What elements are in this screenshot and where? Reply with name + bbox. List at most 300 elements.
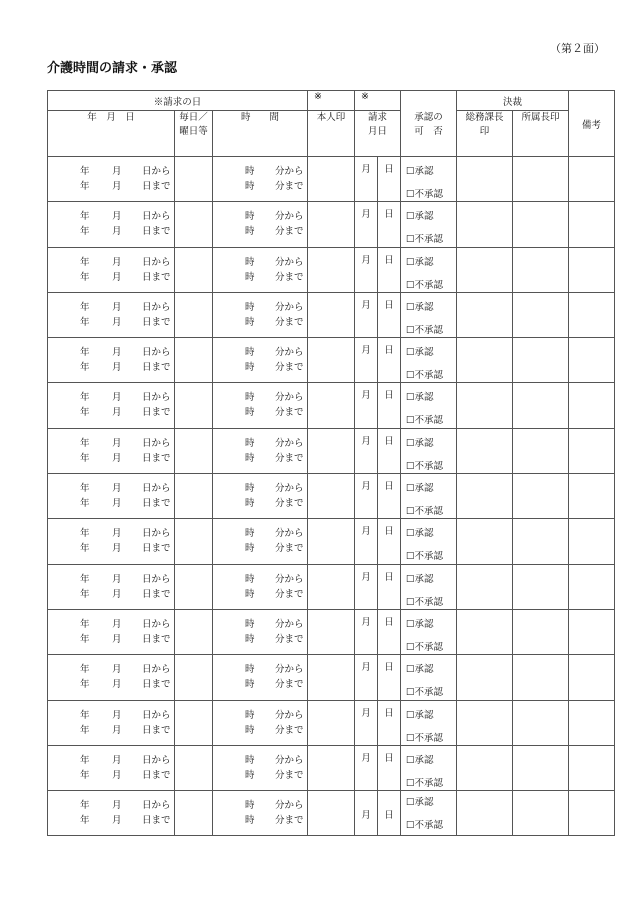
req-month-label: 月 <box>361 526 371 538</box>
approve-checkbox[interactable]: ☐承認 <box>406 392 434 404</box>
seal-cell[interactable] <box>308 338 355 383</box>
year-label: 年 <box>80 166 90 177</box>
month-label: 月 <box>112 679 122 691</box>
dept-chief-seal-cell[interactable] <box>513 791 569 836</box>
request-day-cell[interactable] <box>378 474 401 519</box>
remarks-cell[interactable] <box>569 338 615 383</box>
request-day-cell[interactable] <box>378 383 401 428</box>
req-month-label: 月 <box>361 481 371 493</box>
chief-seal-cell[interactable] <box>457 338 513 383</box>
disapprove-checkbox[interactable]: ☐不承認 <box>406 777 444 789</box>
seal-col-header: 本人印 <box>308 111 355 157</box>
date-range-cell[interactable] <box>48 428 175 473</box>
day-until-label: 日まで <box>142 679 171 691</box>
approve-checkbox[interactable]: ☐承認 <box>406 483 434 495</box>
time-range-cell[interactable] <box>213 474 308 519</box>
min-from-label: 分から <box>275 256 304 268</box>
chief-seal-cell[interactable] <box>457 474 513 519</box>
year-label: 年 <box>80 347 90 359</box>
req-month-label: 月 <box>361 390 371 402</box>
request-month-cell[interactable] <box>355 338 378 383</box>
month-label: 月 <box>112 407 122 419</box>
seal-cell[interactable] <box>308 564 355 609</box>
remarks-cell[interactable] <box>569 519 615 564</box>
hour-label: 時 <box>245 588 255 600</box>
day-from-label: 日から <box>142 709 171 721</box>
dept-chief-seal-cell[interactable] <box>513 157 569 202</box>
req-month-label: 月 <box>361 810 371 822</box>
chief-seal-cell[interactable] <box>457 700 513 745</box>
time-range-cell[interactable] <box>213 383 308 428</box>
day-from-label: 日から <box>142 211 171 223</box>
date-range-cell[interactable] <box>48 700 175 745</box>
approve-checkbox[interactable]: ☐承認 <box>406 256 434 268</box>
daily-cell[interactable] <box>175 564 213 609</box>
disapprove-checkbox[interactable]: ☐不承認 <box>406 370 444 382</box>
chief-seal-cell[interactable] <box>457 655 513 700</box>
hour-label: 時 <box>245 528 255 540</box>
disapprove-checkbox[interactable]: ☐不承認 <box>406 732 444 744</box>
date-range-cell[interactable] <box>48 383 175 428</box>
remarks-cell[interactable] <box>569 247 615 292</box>
min-until-label: 分まで <box>275 543 304 555</box>
req-day-label: 日 <box>384 209 394 221</box>
hour-label: 時 <box>245 437 255 449</box>
remarks-cell[interactable] <box>569 564 615 609</box>
remarks-cell[interactable] <box>569 428 615 473</box>
remarks-cell[interactable] <box>569 157 615 202</box>
disapprove-checkbox[interactable]: ☐不承認 <box>406 189 444 200</box>
time-range-cell[interactable] <box>213 292 308 337</box>
min-from-label: 分から <box>275 618 304 630</box>
req-day-label: 日 <box>384 571 394 583</box>
time-range-cell[interactable] <box>213 791 308 836</box>
min-until-label: 分まで <box>275 679 304 691</box>
req-day-label: 日 <box>384 299 394 311</box>
req-month-label: 月 <box>361 707 371 719</box>
request-month-cell[interactable] <box>355 202 378 247</box>
request-day-cell[interactable] <box>378 791 401 836</box>
hour-label: 時 <box>245 724 255 736</box>
chief-seal-cell[interactable] <box>457 202 513 247</box>
approve-checkbox[interactable]: ☐承認 <box>406 301 434 313</box>
day-until-label: 日まで <box>142 815 171 827</box>
day-from-label: 日から <box>142 800 171 812</box>
request-day-cell[interactable] <box>378 428 401 473</box>
approve-checkbox[interactable]: ☐承認 <box>406 709 434 721</box>
approval-cell <box>401 745 457 790</box>
req-month-label: 月 <box>361 164 371 175</box>
request-month-cell[interactable] <box>355 247 378 292</box>
disapprove-checkbox[interactable]: ☐不承認 <box>406 551 444 563</box>
approve-checkbox[interactable]: ☐承認 <box>406 618 434 630</box>
disapprove-checkbox[interactable]: ☐不承認 <box>406 820 444 832</box>
hour-label: 時 <box>245 256 255 268</box>
hour-label: 時 <box>245 543 255 555</box>
month-label: 月 <box>112 256 122 268</box>
table-row <box>48 700 615 745</box>
request-day-cell[interactable] <box>378 338 401 383</box>
time-range-cell[interactable] <box>213 745 308 790</box>
year-label: 年 <box>80 226 90 238</box>
approve-checkbox[interactable]: ☐承認 <box>406 347 434 359</box>
dept-chief-seal-cell[interactable] <box>513 202 569 247</box>
disapprove-checkbox[interactable]: ☐不承認 <box>406 506 444 518</box>
dept-chief-seal-cell[interactable] <box>513 292 569 337</box>
dept-chief-seal-cell[interactable] <box>513 338 569 383</box>
approval-cell <box>401 655 457 700</box>
min-until-label: 分まで <box>275 815 304 827</box>
seal-cell[interactable] <box>308 791 355 836</box>
year-label: 年 <box>80 271 90 283</box>
hour-label: 時 <box>245 392 255 404</box>
approve-checkbox[interactable]: ☐承認 <box>406 211 434 223</box>
date-range-cell[interactable] <box>48 338 175 383</box>
req-day-label: 日 <box>384 390 394 402</box>
req-month-label: 月 <box>361 435 371 447</box>
day-from-label: 日から <box>142 618 171 630</box>
daily-cell[interactable] <box>175 428 213 473</box>
min-from-label: 分から <box>275 301 304 313</box>
request-month-cell[interactable] <box>355 791 378 836</box>
remarks-cell[interactable] <box>569 655 615 700</box>
approve-checkbox[interactable]: ☐承認 <box>406 573 434 585</box>
daily-cell[interactable] <box>175 383 213 428</box>
hour-label: 時 <box>245 211 255 223</box>
date-range-cell[interactable] <box>48 474 175 519</box>
date-range-cell[interactable] <box>48 157 175 202</box>
request-month-cell[interactable] <box>355 428 378 473</box>
request-month-cell[interactable] <box>355 292 378 337</box>
disapprove-checkbox[interactable]: ☐不承認 <box>406 324 444 336</box>
month-label: 月 <box>112 362 122 374</box>
seal-asterisk: ※ <box>308 91 355 111</box>
min-until-label: 分まで <box>275 633 304 645</box>
request-day-cell[interactable] <box>378 655 401 700</box>
table-row <box>48 519 615 564</box>
request-month-cell[interactable] <box>355 745 378 790</box>
request-day-cell[interactable] <box>378 700 401 745</box>
request-day-cell[interactable] <box>378 519 401 564</box>
month-label: 月 <box>112 211 122 223</box>
hour-label: 時 <box>245 709 255 721</box>
dept-chief-seal-cell[interactable] <box>513 700 569 745</box>
req-day-label: 日 <box>384 435 394 447</box>
time-col-header: 時 間 <box>213 111 308 157</box>
approval-col-header <box>401 111 457 157</box>
disapprove-checkbox[interactable]: ☐不承認 <box>406 687 444 699</box>
date-range-cell[interactable] <box>48 202 175 247</box>
year-label: 年 <box>80 754 90 766</box>
day-from-label: 日から <box>142 754 171 766</box>
time-range-cell[interactable] <box>213 609 308 654</box>
chief-seal-cell[interactable] <box>457 292 513 337</box>
table-row <box>48 247 615 292</box>
day-until-label: 日まで <box>142 226 171 238</box>
day-from-label: 日から <box>142 256 171 268</box>
approval-cell <box>401 519 457 564</box>
disapprove-checkbox[interactable]: ☐不承認 <box>406 234 444 246</box>
year-label: 年 <box>80 815 90 827</box>
remarks-cell[interactable] <box>569 292 615 337</box>
hour-label: 時 <box>245 452 255 464</box>
month-label: 月 <box>112 347 122 359</box>
min-from-label: 分から <box>275 392 304 404</box>
chief-seal-cell[interactable] <box>457 157 513 202</box>
chief-seal-cell[interactable] <box>457 519 513 564</box>
month-label: 月 <box>112 724 122 736</box>
chief-seal-cell[interactable] <box>457 564 513 609</box>
dept-chief-seal-cell[interactable] <box>513 564 569 609</box>
remarks-cell[interactable] <box>569 700 615 745</box>
seal-cell[interactable] <box>308 474 355 519</box>
hour-label: 時 <box>245 618 255 630</box>
remarks-cell[interactable] <box>569 383 615 428</box>
approval-cell <box>401 383 457 428</box>
req-day-label: 日 <box>384 345 394 357</box>
year-label: 年 <box>80 543 90 555</box>
daily-col-line2: 曜日等 <box>179 126 208 138</box>
year-label: 年 <box>80 769 90 781</box>
day-from-label: 日から <box>142 392 171 404</box>
approve-checkbox[interactable]: ☐承認 <box>406 437 434 449</box>
seal-cell[interactable] <box>308 383 355 428</box>
approve-checkbox[interactable]: ☐承認 <box>406 166 434 177</box>
decision-header: 決裁 <box>457 91 569 111</box>
daily-cell[interactable] <box>175 474 213 519</box>
date-range-cell[interactable] <box>48 292 175 337</box>
daily-cell[interactable] <box>175 157 213 202</box>
hour-label: 時 <box>245 664 255 676</box>
time-range-cell[interactable] <box>213 700 308 745</box>
dept-chief-seal-cell[interactable] <box>513 428 569 473</box>
table-row <box>48 292 615 337</box>
min-until-label: 分まで <box>275 226 304 238</box>
remarks-cell[interactable] <box>569 791 615 836</box>
daily-cell[interactable] <box>175 338 213 383</box>
month-label: 月 <box>112 573 122 585</box>
daily-col-header <box>175 111 213 157</box>
min-until-label: 分まで <box>275 452 304 464</box>
year-label: 年 <box>80 316 90 328</box>
approval-cell <box>401 700 457 745</box>
date-range-cell[interactable] <box>48 519 175 564</box>
year-label: 年 <box>80 407 90 419</box>
daily-cell[interactable] <box>175 791 213 836</box>
min-from-label: 分から <box>275 211 304 223</box>
request-day-cell[interactable] <box>378 745 401 790</box>
table-row <box>48 428 615 473</box>
request-day-cell[interactable] <box>378 202 401 247</box>
min-until-label: 分まで <box>275 498 304 510</box>
page-number: （第２面） <box>550 42 605 55</box>
dept-chief-seal-cell[interactable] <box>513 655 569 700</box>
chief-seal-cell[interactable] <box>457 745 513 790</box>
day-until-label: 日まで <box>142 633 171 645</box>
hour-label: 時 <box>245 769 255 781</box>
seal-cell[interactable] <box>308 655 355 700</box>
seal-cell[interactable] <box>308 202 355 247</box>
time-range-cell[interactable] <box>213 519 308 564</box>
time-range-cell[interactable] <box>213 247 308 292</box>
disapprove-checkbox[interactable]: ☐不承認 <box>406 279 444 291</box>
dept-chief-seal-cell[interactable] <box>513 383 569 428</box>
chief-seal-cell[interactable] <box>457 609 513 654</box>
year-label: 年 <box>80 498 90 510</box>
daily-cell[interactable] <box>175 745 213 790</box>
request-day-cell[interactable] <box>378 247 401 292</box>
year-label: 年 <box>80 573 90 585</box>
date-range-cell[interactable] <box>48 791 175 836</box>
daily-cell[interactable] <box>175 519 213 564</box>
date-range-cell[interactable] <box>48 609 175 654</box>
table-row <box>48 338 615 383</box>
seal-cell[interactable] <box>308 745 355 790</box>
month-label: 月 <box>112 588 122 600</box>
req-month-label: 月 <box>361 571 371 583</box>
min-from-label: 分から <box>275 437 304 449</box>
hour-label: 時 <box>245 633 255 645</box>
request-day-cell[interactable] <box>378 157 401 202</box>
dept-chief-seal-cell[interactable] <box>513 247 569 292</box>
dept-chief-seal-cell[interactable] <box>513 745 569 790</box>
min-until-label: 分まで <box>275 181 304 192</box>
request-month-cell[interactable] <box>355 383 378 428</box>
hour-label: 時 <box>245 301 255 313</box>
seal-cell[interactable] <box>308 519 355 564</box>
month-label: 月 <box>112 543 122 555</box>
time-range-cell[interactable] <box>213 202 308 247</box>
dept-chief-seal-cell[interactable] <box>513 519 569 564</box>
month-label: 月 <box>112 709 122 721</box>
approval-header-top <box>401 91 457 111</box>
min-from-label: 分から <box>275 754 304 766</box>
time-range-cell[interactable] <box>213 655 308 700</box>
approval-cell <box>401 157 457 202</box>
seal-cell[interactable] <box>308 428 355 473</box>
date-range-cell[interactable] <box>48 745 175 790</box>
remarks-cell[interactable] <box>569 609 615 654</box>
chief-line1: 総務課長 <box>465 112 504 123</box>
hour-label: 時 <box>245 483 255 495</box>
approve-checkbox[interactable]: ☐承認 <box>406 528 434 540</box>
time-range-cell[interactable] <box>213 338 308 383</box>
year-label: 年 <box>80 301 90 313</box>
request-month-cell[interactable] <box>355 474 378 519</box>
day-from-label: 日から <box>142 437 171 449</box>
table-row <box>48 791 615 836</box>
request-month-cell[interactable] <box>355 609 378 654</box>
daily-cell[interactable] <box>175 202 213 247</box>
request-day-cell[interactable] <box>378 609 401 654</box>
approval-line1: 承認の <box>414 111 443 123</box>
dept-chief-seal-cell[interactable] <box>513 609 569 654</box>
daily-cell[interactable] <box>175 609 213 654</box>
date-range-cell[interactable] <box>48 564 175 609</box>
day-until-label: 日まで <box>142 769 171 781</box>
month-label: 月 <box>112 815 122 827</box>
chief-seal-cell[interactable] <box>457 428 513 473</box>
request-month-cell[interactable] <box>355 700 378 745</box>
request-day-cell[interactable] <box>378 564 401 609</box>
month-label: 月 <box>112 316 122 328</box>
day-until-label: 日まで <box>142 407 171 419</box>
time-range-cell[interactable] <box>213 564 308 609</box>
chief-col-header <box>457 111 513 157</box>
daily-cell[interactable] <box>175 655 213 700</box>
approval-cell <box>401 791 457 836</box>
approve-checkbox[interactable]: ☐承認 <box>406 754 434 766</box>
month-label: 月 <box>112 181 122 192</box>
request-month-cell[interactable] <box>355 519 378 564</box>
daily-cell[interactable] <box>175 247 213 292</box>
hour-label: 時 <box>245 679 255 691</box>
request-day-header: ※請求の日 <box>48 91 308 111</box>
request-month-cell[interactable] <box>355 655 378 700</box>
seal-cell[interactable] <box>308 292 355 337</box>
remarks-cell[interactable] <box>569 745 615 790</box>
daily-cell[interactable] <box>175 700 213 745</box>
day-until-label: 日まで <box>142 271 171 283</box>
table-row <box>48 745 615 790</box>
time-range-cell[interactable] <box>213 157 308 202</box>
table-row <box>48 157 615 202</box>
seal-cell[interactable] <box>308 609 355 654</box>
req-month-label: 月 <box>361 616 371 628</box>
remarks-cell[interactable] <box>569 474 615 519</box>
seal-cell[interactable] <box>308 247 355 292</box>
min-from-label: 分から <box>275 483 304 495</box>
chief-seal-cell[interactable] <box>457 791 513 836</box>
year-label: 年 <box>80 437 90 449</box>
approve-checkbox[interactable]: ☐承認 <box>406 664 434 676</box>
request-day-cell[interactable] <box>378 292 401 337</box>
disapprove-checkbox[interactable]: ☐不承認 <box>406 596 444 608</box>
chief-seal-cell[interactable] <box>457 247 513 292</box>
time-range-cell[interactable] <box>213 428 308 473</box>
daily-cell[interactable] <box>175 292 213 337</box>
seal-cell[interactable] <box>308 157 355 202</box>
month-label: 月 <box>112 618 122 630</box>
req-day-label: 日 <box>384 481 394 493</box>
approval-cell <box>401 609 457 654</box>
date-range-cell[interactable] <box>48 655 175 700</box>
month-label: 月 <box>112 452 122 464</box>
dept-chief-seal-cell[interactable] <box>513 474 569 519</box>
request-month-cell[interactable] <box>355 564 378 609</box>
disapprove-checkbox[interactable]: ☐不承認 <box>406 641 444 653</box>
year-label: 年 <box>80 618 90 630</box>
chief-seal-cell[interactable] <box>457 383 513 428</box>
disapprove-checkbox[interactable]: ☐不承認 <box>406 460 444 472</box>
min-from-label: 分から <box>275 664 304 676</box>
remarks-cell[interactable] <box>569 202 615 247</box>
year-label: 年 <box>80 362 90 374</box>
approval-line2: 可 否 <box>414 125 443 137</box>
year-label: 年 <box>80 679 90 691</box>
seal-cell[interactable] <box>308 700 355 745</box>
approve-checkbox[interactable]: ☐承認 <box>406 797 434 809</box>
request-month-cell[interactable] <box>355 157 378 202</box>
year-label: 年 <box>80 181 90 192</box>
date-range-cell[interactable] <box>48 247 175 292</box>
approval-cell <box>401 428 457 473</box>
table-row <box>48 202 615 247</box>
disapprove-checkbox[interactable]: ☐不承認 <box>406 415 444 427</box>
table-row <box>48 655 615 700</box>
approval-cell <box>401 474 457 519</box>
request-approval-table <box>47 90 615 836</box>
